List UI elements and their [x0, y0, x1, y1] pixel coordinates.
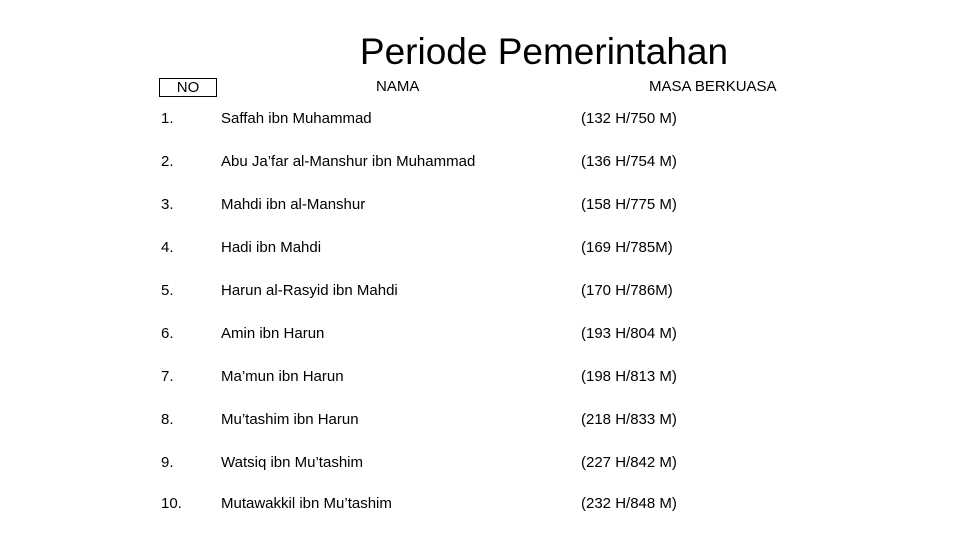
reign-period: (232 H/848 M) — [581, 495, 677, 512]
reign-period: (132 H/750 M) — [581, 110, 677, 127]
table-row — [0, 194, 960, 216]
header-no: NO — [159, 78, 217, 97]
ruler-name: Mu’tashim ibn Harun — [221, 411, 359, 428]
header-masa-berkuasa: MASA BERKUASA — [649, 78, 777, 95]
ruler-name: Harun al-Rasyid ibn Mahdi — [221, 282, 398, 299]
table-row — [0, 151, 960, 173]
ruler-name: Watsiq ibn Mu’tashim — [221, 454, 363, 471]
reign-period: (158 H/775 M) — [581, 196, 677, 213]
reign-period: (170 H/786M) — [581, 282, 673, 299]
row-number: 6. — [161, 325, 174, 342]
ruler-name: Saffah ibn Muhammad — [221, 110, 372, 127]
reign-period: (227 H/842 M) — [581, 454, 677, 471]
reign-period: (198 H/813 M) — [581, 368, 677, 385]
table-row — [0, 237, 960, 259]
row-number: 5. — [161, 282, 174, 299]
ruler-name: Mutawakkil ibn Mu’tashim — [221, 495, 392, 512]
reign-period: (218 H/833 M) — [581, 411, 677, 428]
table-row — [0, 108, 960, 130]
reign-period: (169 H/785M) — [581, 239, 673, 256]
ruler-name: Amin ibn Harun — [221, 325, 325, 342]
ruler-name: Abu Ja’far al-Manshur ibn Muhammad — [221, 153, 476, 170]
reign-period: (193 H/804 M) — [581, 325, 677, 342]
row-number: 3. — [161, 196, 174, 213]
table-row — [0, 493, 960, 515]
table-row — [0, 366, 960, 388]
ruler-name: Hadi ibn Mahdi — [221, 239, 322, 256]
page-title: Periode Pemerintahan — [359, 31, 729, 72]
row-number: 7. — [161, 368, 174, 385]
table-row — [0, 452, 960, 474]
table-row — [0, 280, 960, 302]
row-number: 8. — [161, 411, 174, 428]
row-number: 1. — [161, 110, 174, 127]
table-row — [0, 323, 960, 345]
reign-period: (136 H/754 M) — [581, 153, 677, 170]
header-nama: NAMA — [376, 78, 420, 95]
row-number: 2. — [161, 153, 174, 170]
row-number: 10. — [161, 495, 182, 512]
ruler-name: Ma’mun ibn Harun — [221, 368, 344, 385]
table-row — [0, 409, 960, 431]
ruler-name: Mahdi ibn al-Manshur — [221, 196, 366, 213]
row-number: 9. — [161, 454, 174, 471]
row-number: 4. — [161, 239, 174, 256]
